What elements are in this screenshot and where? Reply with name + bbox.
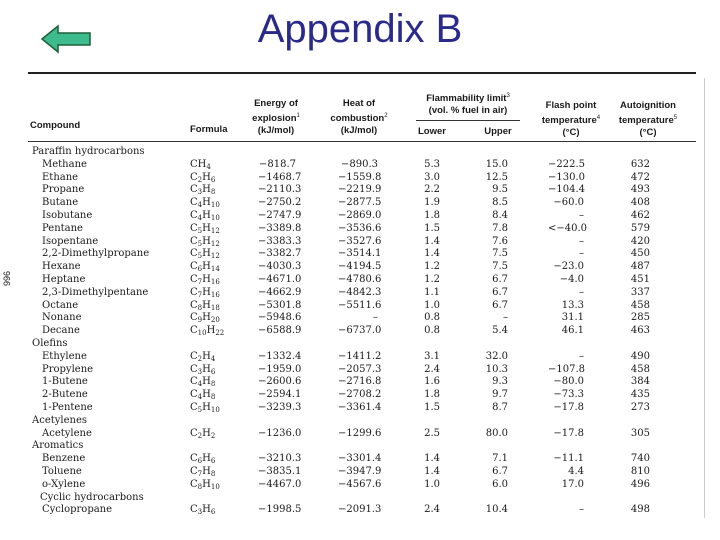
flash-point-cell: −23.0 <box>553 261 584 273</box>
flash-point-cell: 46.1 <box>561 325 584 337</box>
flash-point-cell: −130.0 <box>548 171 586 183</box>
heat-cell: −2716.8 <box>338 376 382 388</box>
formula-cell: $C_3H_8$ <box>190 184 216 197</box>
header-flammability: Flammability limit$^3$ (vol. % fuel in air) <box>426 93 510 117</box>
compound-name: Cyclopropane <box>42 504 113 516</box>
table-row <box>0 287 720 298</box>
flash-point-cell: 31.1 <box>561 312 584 324</box>
lower-limit-cell: 3.1 <box>424 350 440 362</box>
heat-cell: – <box>373 312 378 324</box>
autoignition-cell: 273 <box>630 402 650 413</box>
compound-name: Benzene <box>42 453 86 465</box>
energy-cell: −1236.0 <box>258 427 302 439</box>
compound-name: Olefins <box>32 338 68 349</box>
formula-cell: $C_6H_{14}$ <box>190 261 220 274</box>
energy-cell: −3239.3 <box>258 402 302 413</box>
lower-limit-cell: 1.8 <box>424 389 440 401</box>
compound-name: Cyclic hydrocarbons <box>40 491 144 503</box>
upper-limit-cell: 32.0 <box>485 350 508 362</box>
lower-limit-cell: 2.4 <box>424 504 440 516</box>
flash-point-cell: 13.3 <box>561 299 584 311</box>
heat-cell: −4567.6 <box>338 478 382 490</box>
heat-cell: −2708.2 <box>338 389 382 401</box>
formula-cell: $C_7H_{16}$ <box>190 286 220 299</box>
compound-name: Propylene <box>42 363 94 375</box>
compound-name: Ethylene <box>42 350 87 362</box>
energy-cell: −4662.9 <box>258 286 302 298</box>
autoignition-cell: 487 <box>630 261 650 273</box>
compound-name: Ethane <box>42 171 79 183</box>
autoignition-cell: 285 <box>630 312 650 324</box>
table-row <box>0 364 720 375</box>
table-row <box>0 479 720 490</box>
table-group-row <box>0 146 720 157</box>
flash-point-cell: −104.4 <box>548 184 586 196</box>
formula-cell: $C_4H_8$ <box>190 389 216 402</box>
energy-cell: −1468.7 <box>258 171 302 183</box>
flash-point-cell: – <box>579 235 584 247</box>
heat-cell: −3947.9 <box>338 466 382 477</box>
autoignition-cell: 490 <box>630 350 650 362</box>
upper-limit-cell: 7.1 <box>492 453 508 465</box>
autoignition-cell: 450 <box>630 248 650 260</box>
upper-limit-cell: – <box>503 312 508 324</box>
formula-cell: $C_8H_{18}$ <box>190 299 220 312</box>
lower-limit-cell: 5.3 <box>424 158 440 170</box>
page-title: Appendix B <box>257 7 463 51</box>
compound-name: Acetylene <box>42 427 92 439</box>
heat-cell: −3527.6 <box>338 235 382 247</box>
lower-limit-cell: 2.4 <box>424 363 440 375</box>
energy-cell: −4030.3 <box>258 261 302 273</box>
flash-point-cell: −17.8 <box>553 402 584 413</box>
table-row <box>0 402 720 413</box>
flash-point-cell: – <box>579 210 584 221</box>
header-lower: Lower <box>418 126 446 137</box>
heat-cell: −3536.6 <box>338 222 382 234</box>
energy-cell: −2594.1 <box>258 389 302 401</box>
heat-cell: −3514.1 <box>338 248 382 260</box>
energy-cell: −2600.6 <box>258 376 302 388</box>
table-row <box>0 197 720 208</box>
upper-limit-cell: 5.4 <box>492 325 508 337</box>
energy-cell: −5301.8 <box>258 299 302 311</box>
table-row <box>0 466 720 477</box>
table-row <box>0 210 720 221</box>
compound-name: Isobutane <box>42 210 93 221</box>
table-row <box>0 274 720 285</box>
compound-name: o-Xylene <box>42 478 86 490</box>
table-row <box>0 312 720 323</box>
heat-cell: −1411.2 <box>338 350 382 362</box>
table-row <box>0 172 720 183</box>
flash-point-cell: <−40.0 <box>548 222 588 234</box>
lower-limit-cell: 1.5 <box>424 402 440 413</box>
heat-cell: −2091.3 <box>338 504 382 516</box>
compound-name: Butane <box>42 197 79 209</box>
formula-cell: $C_2H_2$ <box>190 427 216 440</box>
page-number: 996 <box>2 270 12 286</box>
lower-limit-cell: 1.5 <box>424 222 440 234</box>
formula-cell: $C_9H_{20}$ <box>190 312 220 325</box>
compound-name: Toluene <box>42 466 82 477</box>
table-group-row <box>0 415 720 426</box>
heat-cell: −4194.5 <box>338 261 382 273</box>
table-row <box>0 300 720 311</box>
table-group-row <box>0 492 720 503</box>
lower-limit-cell: 1.6 <box>424 376 440 388</box>
compound-name: Methane <box>42 158 87 170</box>
upper-limit-cell: 7.8 <box>492 222 508 234</box>
lower-limit-cell: 1.4 <box>424 453 440 465</box>
flash-point-cell: −4.0 <box>559 274 584 285</box>
upper-limit-cell: 6.7 <box>492 299 508 311</box>
upper-limit-cell: 9.7 <box>492 389 508 401</box>
flash-point-cell: −222.5 <box>548 158 586 170</box>
header-heat: Heat of combustion$^2$ (kJ/mol) <box>330 98 388 137</box>
energy-cell: −5948.6 <box>258 312 302 324</box>
formula-cell: $C_6H_6$ <box>190 453 216 466</box>
heat-cell: −2869.0 <box>338 210 382 221</box>
compound-name: 2-Butene <box>42 389 88 401</box>
formula-cell: $C_3H_6$ <box>190 363 216 376</box>
autoignition-cell: 408 <box>630 197 650 209</box>
lower-limit-cell: 1.9 <box>424 197 440 209</box>
energy-cell: −3389.8 <box>258 222 302 234</box>
table-row <box>0 376 720 387</box>
flash-point-cell: −11.1 <box>553 453 584 465</box>
compound-name: Isopentane <box>42 235 99 247</box>
side-rule <box>704 78 705 518</box>
autoignition-cell: 740 <box>630 453 650 465</box>
upper-limit-cell: 6.7 <box>492 286 508 298</box>
autoignition-cell: 458 <box>630 363 650 375</box>
autoignition-cell: 458 <box>630 299 650 311</box>
formula-cell: $C_4H_8$ <box>190 376 216 389</box>
flash-point-cell: −60.0 <box>553 197 584 209</box>
formula-cell: $C_5H_{12}$ <box>190 235 220 248</box>
lower-limit-cell: 3.0 <box>424 171 440 183</box>
energy-cell: −1959.0 <box>258 363 302 375</box>
upper-limit-cell: 15.0 <box>485 158 508 170</box>
autoignition-cell: 435 <box>630 389 650 401</box>
lower-limit-cell: 1.4 <box>424 248 440 260</box>
upper-limit-cell: 8.7 <box>492 402 508 413</box>
heat-cell: −2877.5 <box>338 197 382 209</box>
flash-point-cell: −73.3 <box>553 389 584 401</box>
table-row <box>0 159 720 170</box>
compound-name: Hexane <box>42 261 81 273</box>
lower-limit-cell: 1.2 <box>424 261 440 273</box>
formula-cell: $C_5H_{12}$ <box>190 248 220 261</box>
flash-point-cell: – <box>579 248 584 260</box>
heat-cell: −4842.3 <box>338 286 382 298</box>
energy-cell: −3835.1 <box>258 466 302 477</box>
table-row <box>0 351 720 362</box>
heat-cell: −5511.6 <box>338 299 382 311</box>
upper-limit-cell: 12.5 <box>485 171 508 183</box>
lower-limit-cell: 2.5 <box>424 427 440 439</box>
lower-limit-cell: 1.1 <box>424 286 440 298</box>
table-row <box>0 261 720 272</box>
lower-limit-cell: 0.8 <box>424 312 440 324</box>
energy-cell: −2110.3 <box>258 184 302 196</box>
upper-limit-cell: 8.4 <box>492 210 508 221</box>
heat-cell: −3361.4 <box>338 402 382 413</box>
compound-name: Propane <box>42 184 85 196</box>
energy-cell: −3210.3 <box>258 453 302 465</box>
table-top-rule <box>28 72 696 74</box>
table-row <box>0 184 720 195</box>
header-bottom-rule <box>28 141 696 142</box>
formula-cell: $C_2H_4$ <box>190 350 216 363</box>
formula-cell: $CH_4$ <box>190 158 211 171</box>
flash-point-cell: −80.0 <box>553 376 584 388</box>
compound-name: 1-Pentene <box>42 402 93 413</box>
upper-limit-cell: 6.7 <box>492 274 508 285</box>
heat-cell: −890.3 <box>340 158 378 170</box>
heat-cell: −3301.4 <box>338 453 382 465</box>
heat-cell: −6737.0 <box>338 325 382 337</box>
autoignition-cell: 463 <box>630 325 650 337</box>
compound-name: Heptane <box>42 274 86 285</box>
energy-cell: −1332.4 <box>258 350 302 362</box>
formula-cell: $C_5H_{12}$ <box>190 222 220 235</box>
formula-cell: $C_4H_{10}$ <box>190 197 220 210</box>
autoignition-cell: 337 <box>630 286 650 298</box>
autoignition-cell: 810 <box>630 466 650 477</box>
header-formula: Formula <box>190 124 228 135</box>
energy-cell: −818.7 <box>258 158 296 170</box>
table-row <box>0 248 720 259</box>
autoignition-cell: 496 <box>630 478 650 490</box>
lower-limit-cell: 1.4 <box>424 466 440 477</box>
upper-limit-cell: 7.5 <box>492 248 508 260</box>
compound-name: 2,2-Dimethylpropane <box>42 248 150 260</box>
compound-name: Acetylenes <box>32 414 88 426</box>
upper-limit-cell: 10.3 <box>485 363 508 375</box>
upper-limit-cell: 9.5 <box>492 184 508 196</box>
heat-cell: −2219.9 <box>338 184 382 196</box>
heat-cell: −1299.6 <box>338 427 382 439</box>
formula-cell: $C_7H_8$ <box>190 466 216 478</box>
table-row <box>0 504 720 515</box>
compound-name: Paraffin hydrocarbons <box>32 146 145 157</box>
header-autoignition: Autoignition temperature$^5$ (°C) <box>618 100 678 139</box>
energy-cell: −4467.0 <box>258 478 302 490</box>
flammability-rule <box>416 120 520 121</box>
formula-cell: $C_7H_{16}$ <box>190 274 220 286</box>
flash-point-cell: – <box>579 504 584 516</box>
autoignition-cell: 420 <box>630 235 650 247</box>
formula-cell: $C_3H_6$ <box>190 504 216 517</box>
autoignition-cell: 451 <box>630 274 650 285</box>
lower-limit-cell: 0.8 <box>424 325 440 337</box>
flash-point-cell: – <box>579 286 584 298</box>
autoignition-cell: 632 <box>630 158 650 170</box>
compound-name: 1-Butene <box>42 376 88 388</box>
compound-name: Nonane <box>42 312 82 324</box>
table-row <box>0 325 720 336</box>
lower-limit-cell: 2.2 <box>424 184 440 196</box>
formula-cell: $C_4H_{10}$ <box>190 210 220 222</box>
autoignition-cell: 579 <box>630 222 650 234</box>
flash-point-cell: −17.8 <box>553 427 584 439</box>
energy-cell: −3383.3 <box>258 235 302 247</box>
upper-limit-cell: 6.7 <box>492 466 508 477</box>
energy-cell: −6588.9 <box>258 325 302 337</box>
lower-limit-cell: 1.0 <box>424 478 440 490</box>
table-group-row <box>0 440 720 451</box>
upper-limit-cell: 9.3 <box>492 376 508 388</box>
upper-limit-cell: 8.5 <box>492 197 508 209</box>
header-compound: Compound <box>30 120 81 131</box>
lower-limit-cell: 1.2 <box>424 274 440 285</box>
autoignition-cell: 462 <box>630 210 650 221</box>
formula-cell: $C_8H_{10}$ <box>190 478 220 491</box>
compound-name: Decane <box>42 325 80 337</box>
energy-cell: −3382.7 <box>258 248 302 260</box>
upper-limit-cell: 80.0 <box>485 427 508 439</box>
energy-cell: −4671.0 <box>258 274 302 285</box>
table-row <box>0 236 720 247</box>
autoignition-cell: 384 <box>630 376 650 388</box>
heat-cell: −1559.8 <box>338 171 382 183</box>
compound-name: 2,3-Dimethylpentane <box>42 286 149 298</box>
table-row <box>0 223 720 234</box>
table-group-row <box>0 338 720 349</box>
upper-limit-cell: 6.0 <box>492 478 508 490</box>
autoignition-cell: 498 <box>630 504 650 516</box>
compound-name: Aromatics <box>32 440 84 452</box>
lower-limit-cell: 1.0 <box>424 299 440 311</box>
table-row <box>0 389 720 400</box>
header-upper: Upper <box>484 126 512 137</box>
autoignition-cell: 493 <box>630 184 650 196</box>
flash-point-cell: – <box>579 350 584 362</box>
formula-cell: $C_{10}H_{22}$ <box>190 325 225 338</box>
upper-limit-cell: 7.5 <box>492 261 508 273</box>
heat-cell: −2057.3 <box>338 363 382 375</box>
table-row <box>0 428 720 439</box>
header-flash: Flash point temperature$^4$ (°C) <box>541 100 601 139</box>
flash-point-cell: −107.8 <box>548 363 586 375</box>
heat-cell: −4780.6 <box>338 274 382 285</box>
energy-cell: −1998.5 <box>258 504 302 516</box>
formula-cell: $C_5H_{10}$ <box>190 402 220 414</box>
formula-cell: $C_2H_6$ <box>190 171 216 184</box>
flash-point-cell: 17.0 <box>561 478 584 490</box>
compound-name: Octane <box>42 299 79 311</box>
upper-limit-cell: 10.4 <box>485 504 508 516</box>
autoignition-cell: 305 <box>630 427 650 439</box>
energy-cell: −2750.2 <box>258 197 302 209</box>
energy-cell: −2747.9 <box>258 210 302 221</box>
lower-limit-cell: 1.4 <box>424 235 440 247</box>
table-row <box>0 453 720 464</box>
upper-limit-cell: 7.6 <box>492 235 508 247</box>
autoignition-cell: 472 <box>630 171 650 183</box>
flash-point-cell: 4.4 <box>568 466 584 477</box>
lower-limit-cell: 1.8 <box>424 210 440 221</box>
header-energy: Energy of explosion$^1$ (kJ/mol) <box>252 98 300 137</box>
compound-name: Pentane <box>42 222 83 234</box>
